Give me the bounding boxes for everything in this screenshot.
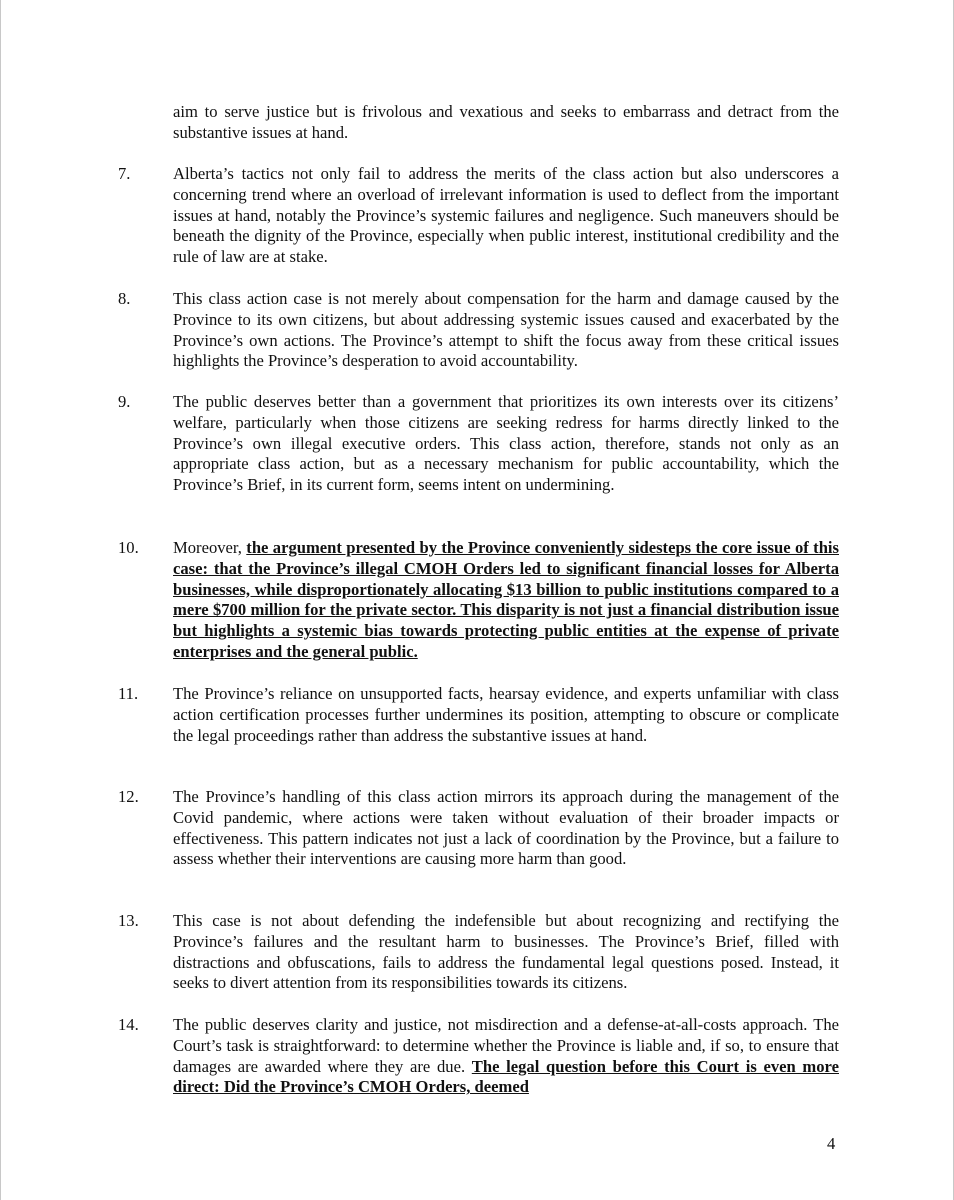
paragraph-number-7: 7.: [118, 164, 131, 183]
paragraph-number-14: 14.: [118, 1015, 139, 1034]
paragraph-number-9: 9.: [118, 392, 131, 411]
paragraph-10-text: Moreover,: [173, 538, 247, 557]
paragraph-13: [173, 911, 839, 994]
page-number: 4: [827, 1134, 836, 1153]
paragraph-11-text: The Province’s reliance on unsupported facts, hearsay evidence, and experts unfamiliar with class action certification processes further undermines its position, attempting to obscure or complicate the legal proceedings rather than address the substantive issues at hand.: [173, 684, 839, 745]
paragraph-number-12: 12.: [118, 787, 139, 806]
continuation-text: aim to serve justice but is frivolous and vexatious and seeks to embarrass and detract from the substantive issues at hand.: [173, 102, 839, 142]
paragraph-14-emphasis: The legal question before this Court is even more direct: Did the Province’s CMOH Orders, deemed: [173, 1056, 839, 1097]
paragraph-11: [173, 684, 839, 746]
paragraph-8: [173, 289, 839, 372]
paragraph-7-text: Alberta’s tactics not only fail to address the merits of the class action but also underscores a concerning trend where an overload of irrelevant information is used to deflect from the important issues at hand, notably the Province’s systemic failures and negligence. Such maneuvers should be beneath the dignity of the Province, especially when public interest, institutional credibility and the rule of law are at stake.: [173, 164, 839, 267]
paragraph-7: [173, 164, 839, 268]
paragraph-13-text: This case is not about defending the indefensible but about recognizing and rectifying the Province’s failures and the resultant harm to businesses. The Province’s Brief, filled with distractions and obfuscations, fails to address the fundamental legal questions posed. Instead, it seeks to divert attention from its responsibilities towards its citizens.: [173, 911, 839, 993]
paragraph-number-8: 8.: [118, 289, 131, 308]
paragraph-12-text: The Province’s handling of this class action mirrors its approach during the management of the Covid pandemic, where actions were taken without evaluation of their broader impacts or effectiveness. This pattern indicates not just a lack of coordination by the Province, but a failure to assess whether their interventions are causing more harm than good.: [173, 787, 839, 869]
paragraph-10: [173, 538, 839, 663]
paragraph-9-text: The public deserves better than a government that prioritizes its own interests over its citizens’ welfare, particularly when those citizens are seeking redress for harms directly linked to the Province’s own illegal executive orders. This class action, therefore, stands not only as an appropriate class action, but as a necessary mechanism for public accountability, which the Province’s Brief, in its current form, seems intent on undermining.: [173, 392, 839, 495]
paragraph-number-13: 13.: [118, 911, 139, 930]
paragraph-number-10: 10.: [118, 538, 139, 557]
paragraph-14-text: The public deserves clarity and justice, not misdirection and a defense-at-all-costs approach. The Court’s task is straightforward: to determine whether the Province is liable and, if so, to ensure that damages are awarded where they are due.: [173, 1015, 839, 1076]
paragraph-8-text: This class action case is not merely about compensation for the harm and damage caused by the Province to its own citizens, but about addressing systemic issues caused and exacerbated by the Province’s own actions. The Province’s attempt to shift the focus away from these critical issues highlights the Province’s desperation to avoid accountability.: [173, 289, 839, 371]
continuation-paragraph: [173, 102, 839, 144]
paragraph-14: [173, 1015, 839, 1098]
paragraph-10-emphasis: the argument presented by the Province conveniently sidesteps the core issue of this case: that the Province’s illegal CMOH Orders led to significant financial losses for Alberta businesses, while disproportionately allocating $13 billion to public institutions compared to a mere $700 million for the private sector. This disparity is not just a financial distribution issue but highlights a systemic bias towards protecting public entities at the expense of private enterprises and the general public.: [173, 538, 839, 661]
paragraph-12: [173, 787, 839, 870]
paragraph-9: [173, 392, 839, 496]
paragraph-number-11: 11.: [118, 684, 139, 703]
